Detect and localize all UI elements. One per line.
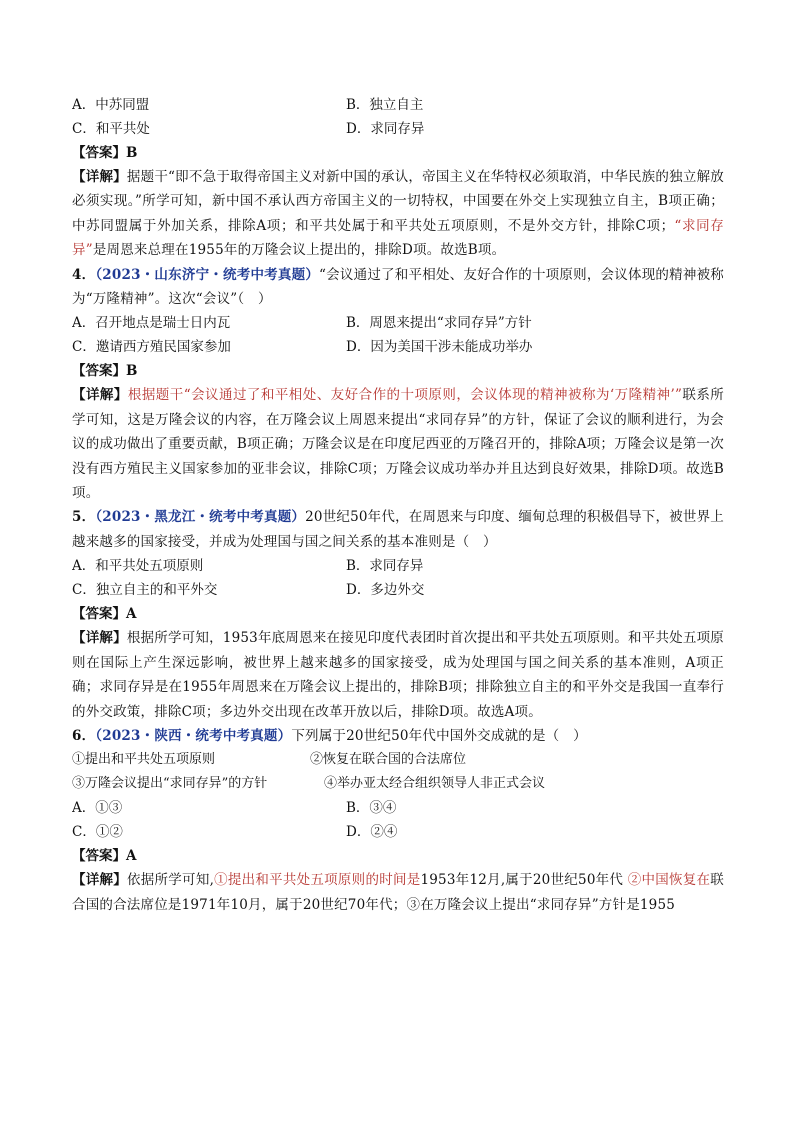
- item-3: ③万隆会议提出“求同存异”的方针: [72, 776, 268, 792]
- question-text: 下列属于20世纪50年代中国外交成就的是（ ）: [291, 727, 587, 744]
- question-text: 20世纪50年代，在周恩来与印度、缅甸总理的积极倡导下，被世界上越来越多的国家接受，并成为处理国与国之间关系的基本准则是（ ）: [72, 509, 724, 550]
- option-c: C．邀请西方殖民国家参加: [72, 339, 231, 356]
- option-d: D．求同存异: [346, 121, 425, 137]
- option-d: D．因为美国干涉未能成功举办: [346, 339, 533, 356]
- explanation-text: 是周恩来总理在1955年的万隆会议上提出的，排除D项。故选B项。: [92, 242, 506, 259]
- option-b: B．③④: [346, 800, 397, 817]
- explanation-highlight: 根据题干“会议通过了和平相处、友好合作的十项原则，会议体现的精神被称为‘万隆精神’”: [127, 387, 683, 404]
- explanation-text: 依据所学可知,: [127, 872, 215, 889]
- option-a: A．①③: [72, 800, 123, 817]
- explanation-label: 【详解】: [72, 630, 127, 647]
- question-source: （2023・黑龙江・统考中考真题）: [95, 509, 306, 526]
- item-1: ①提出和平共处五项原则: [72, 752, 216, 768]
- explanation-label: 【详解】: [72, 169, 127, 185]
- explanation-highlight: “求同存异”: [72, 217, 725, 259]
- question-source: （2023・陕西・统考中考真题）: [95, 727, 292, 744]
- question-number: 5．: [72, 509, 96, 526]
- items-row: [72, 772, 724, 796]
- explanation-paragraph: [72, 626, 724, 724]
- options-row: [72, 578, 724, 602]
- items-row: [72, 748, 724, 772]
- option-c: C．独立自主的和平外交: [72, 582, 218, 599]
- explanation-text: 联系所学可知，这是万隆会议的内容，在万隆会议上周恩来提出“求同存异”的方针，保证了会议的顺利进行，为会议的成功做出了重要贡献，B项正确；万隆会议是在印度尼西亚的万隆召开的，排除A项；万隆会议是第一次没有西方殖民主义国家参加的亚非会议，排除C项；万隆会议成功举办并且达到良好效果，排除D项。故选B项。: [72, 387, 724, 502]
- explanation-text: 联合国的合法席位是1971年10月，属于20世纪70年代；③在万隆会议上提出“求同存异”方针是1955: [72, 872, 724, 913]
- item-2: ②恢复在联合国的合法席位: [310, 752, 467, 768]
- question-stem: [72, 505, 724, 554]
- question-number: 4．: [72, 266, 96, 283]
- option-c: C．①②: [72, 824, 123, 841]
- answer-label: 【答案】B: [72, 363, 138, 380]
- item-4: ④举办亚太经合组织领导人非正式会议: [324, 776, 546, 792]
- option-d: D．多边外交: [346, 582, 425, 599]
- options-row: [72, 554, 724, 578]
- explanation-highlight: ①提出和平共处五项原则的时间是: [214, 872, 421, 889]
- explanation-paragraph: [72, 165, 724, 263]
- options-row: [72, 820, 724, 844]
- explanation-paragraph: [72, 868, 724, 917]
- options-row: [72, 796, 724, 820]
- question-stem: [72, 263, 724, 312]
- explanation-text: 1953年12月,属于20世纪50年代: [420, 872, 624, 889]
- option-d: D．②④: [346, 824, 398, 841]
- answer-label: 【答案】A: [72, 848, 137, 865]
- options-row: [72, 117, 724, 141]
- options-row: [72, 335, 724, 359]
- explanation-label: 【详解】: [72, 872, 128, 889]
- explanation-label: 【详解】: [72, 387, 128, 404]
- option-b: B．周恩来提出“求同存异”方针: [346, 315, 532, 332]
- option-a: A．和平共处五项原则: [72, 558, 204, 575]
- explanation-text: 根据所学可知，1953年底周恩来在接见印度代表团时首次提出和平共处五项原则。和平共处五项原则在国际上产生深远影响，被世界上越来越多的国家接受，成为处理国与国之间关系的基本准则，A项正确；求同存异是在1955年周恩来在万隆会议上提出的，排除B项；排除独立自主的和平外交是我国一直奉行的外交政策，排除C项；多边外交出现在改革开放以后，排除D项。故选A项。: [72, 630, 724, 720]
- option-a: A．召开地点是瑞士日内瓦: [72, 315, 231, 332]
- option-b: B．求同存异: [346, 558, 424, 575]
- option-b: B．独立自主: [346, 97, 424, 113]
- options-row: [72, 93, 724, 117]
- question-number: 6．: [72, 727, 96, 744]
- question-content: [72, 93, 724, 917]
- explanation-text: 据题干“即不急于取得帝国主义对新中国的承认，帝国主义在华特权必须取消，中华民族的独立解放必须实现。”所学可知，新中国不承认西方帝国主义的一切特权，中国要在外交上实现独立自主，B项正确；中苏同盟属于外加关系，排除A项；和平共处属于和平共处五项原则，不是外交方针，排除C项；: [72, 169, 724, 234]
- question-source: （2023・山东济宁・统考中考真题）: [95, 266, 320, 283]
- option-a: A．中苏同盟: [72, 97, 150, 113]
- question-text: “会议通过了和平相处、友好合作的十项原则，会议体现的精神被称为“万隆精神”。这次“会议”（ ）: [72, 266, 724, 308]
- options-row: [72, 311, 724, 335]
- option-c: C．和平共处: [72, 121, 150, 137]
- answer-label: 【答案】A: [72, 606, 137, 623]
- explanation-paragraph: [72, 383, 724, 505]
- explanation-highlight: ②中国恢复在: [627, 872, 711, 889]
- answer-label: 【答案】B: [72, 145, 138, 161]
- question-stem: [72, 724, 724, 748]
